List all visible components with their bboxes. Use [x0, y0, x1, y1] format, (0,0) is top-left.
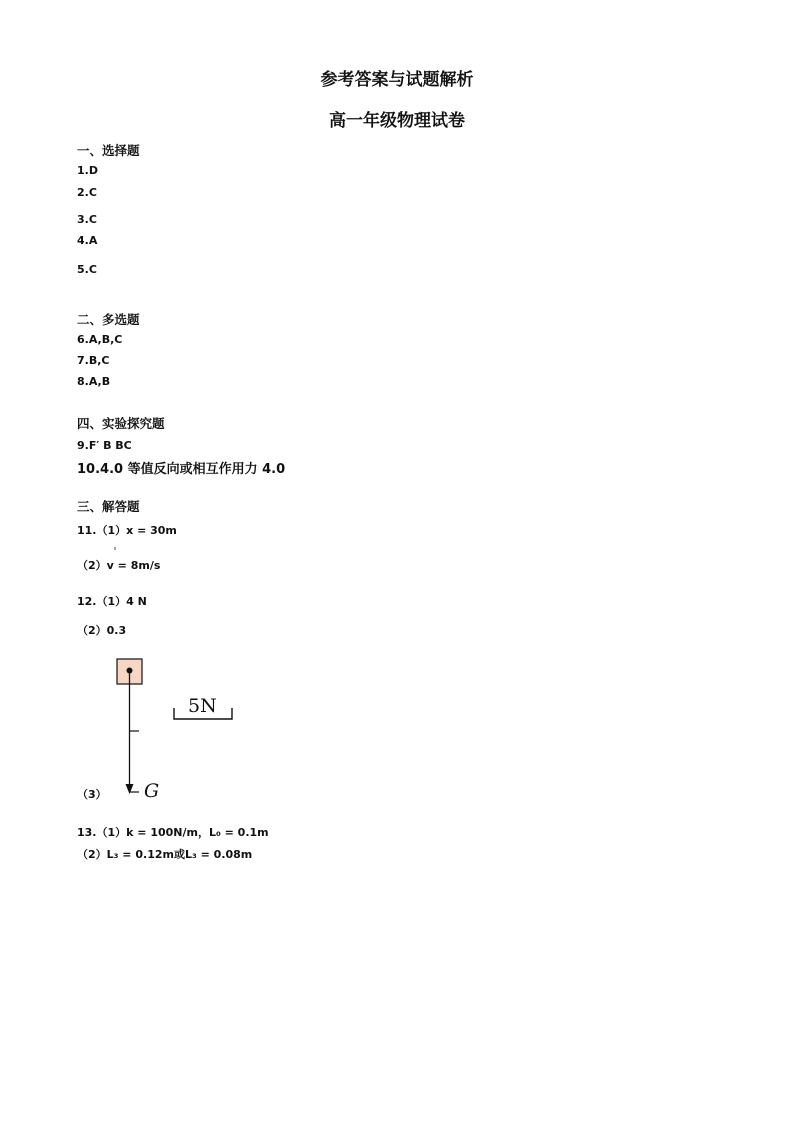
section-choice: 一、选择题 — [77, 143, 140, 158]
answer-4: 4.A — [77, 234, 98, 247]
answer-3: 3.C — [77, 213, 97, 226]
answer-10: 10.4.0 等值反向或相互作用力 4.0 — [77, 462, 286, 477]
answer-7: 7.B,C — [77, 354, 110, 367]
doc-title: 参考答案与试题解析 — [320, 70, 474, 90]
answer-9: 9.F′ B BC — [77, 439, 132, 452]
answer-2: 2.C — [77, 186, 97, 199]
answer-8: 8.A,B — [77, 375, 111, 388]
answer-12-part-1: 12.（1）4 N — [77, 595, 147, 608]
answer-5: 5.C — [77, 263, 97, 276]
answer-12-part-2: （2）0.3 — [77, 624, 127, 637]
section-experiment: 四、实验探究题 — [77, 416, 165, 431]
answer-13-part-2: （2）L₃ = 0.12m或L₃ = 0.08m — [77, 848, 253, 861]
answer-1: 1.D — [77, 164, 98, 177]
section-multi-choice: 二、多选题 — [77, 312, 140, 327]
scale-label: 5N — [188, 695, 217, 717]
answer-12-part-3: （3） — [77, 788, 107, 801]
answer-6: 6.A,B,C — [77, 333, 123, 346]
section-solution: 三、解答题 — [77, 499, 140, 514]
answer-13-part-1: 13.（1）k = 100N/m，L₀ = 0.1m — [77, 826, 269, 839]
force-label-g: G — [144, 780, 160, 802]
answer-11-part-1: 11.（1）x = 30m — [77, 524, 177, 537]
doc-subtitle: 高一年级物理试卷 — [329, 111, 465, 131]
answer-11-part-2: （2）v = 8m/s — [77, 559, 161, 572]
